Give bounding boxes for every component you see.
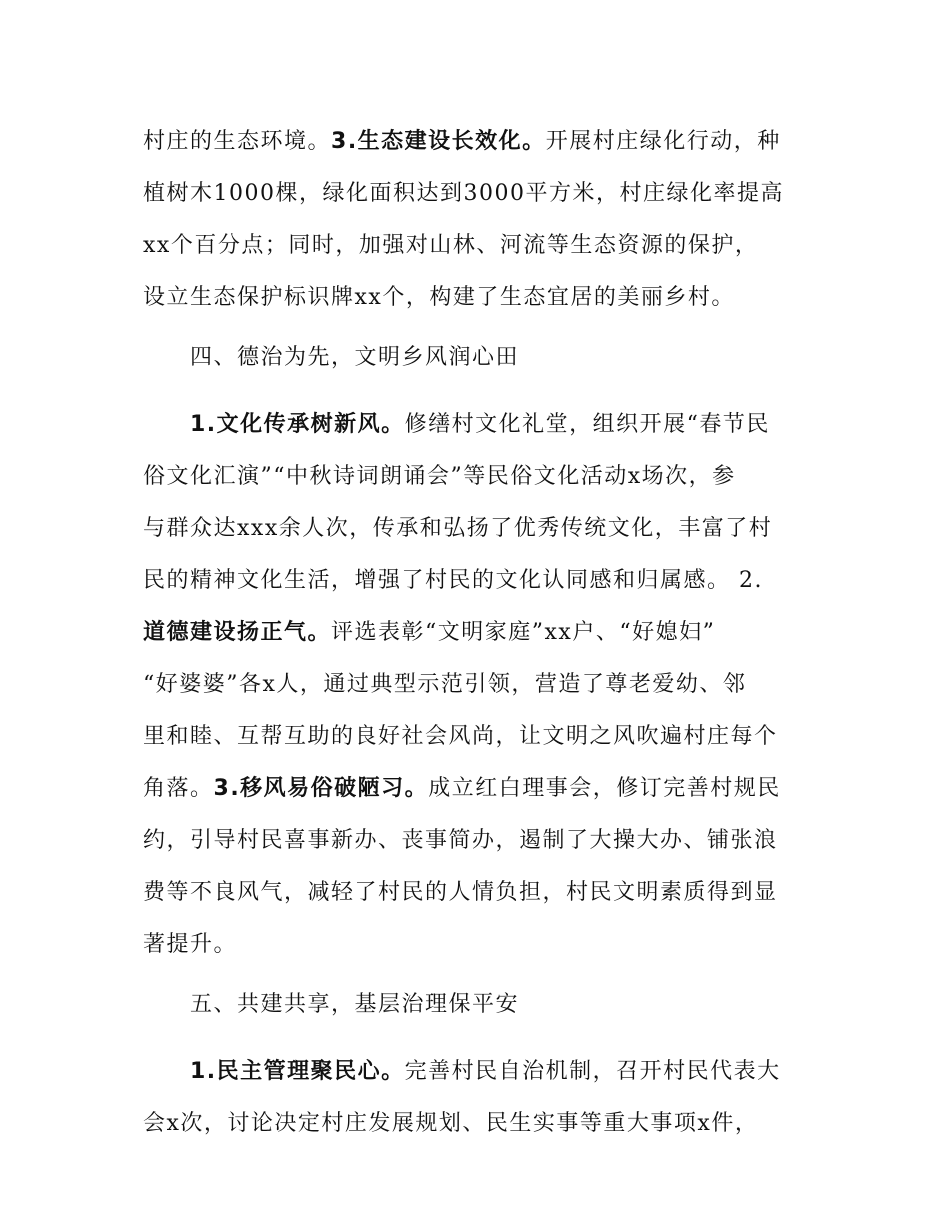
text-line	[143, 618, 715, 648]
text-line: 民的精神文化生活，增强了村民的文化认同感和归属感。 2.	[143, 568, 763, 593]
text-line: 设立生态保护标识牌xx个，构建了生态宜居的美丽乡村。	[143, 285, 735, 310]
text-line: 里和睦、互帮互助的良好社会风尚，让文明之风吹遍村庄每个	[143, 724, 778, 749]
bold-subheading: 1.文化传承树新风。	[190, 412, 405, 437]
section-heading: 五、共建共享，基层治理保平安	[190, 992, 520, 1017]
text-line	[143, 127, 781, 157]
section-heading: 四、德治为先，文明乡风润心田	[190, 345, 520, 370]
text-line	[190, 1057, 781, 1087]
text-line: 会x次，讨论决定村庄发展规划、民生实事等重大事项x件，	[143, 1111, 759, 1136]
text-run: 评选表彰“文明家庭”xx户、“好媳妇”	[331, 620, 716, 645]
text-run: 村庄的生态环境。	[143, 129, 332, 154]
text-line: 著提升。	[143, 932, 238, 957]
bold-subheading: 道德建设扬正气。	[143, 620, 332, 645]
text-line: 费等不良风气，减轻了村民的人情负担，村民文明素质得到显	[143, 880, 778, 905]
text-line: 俗文化汇演”“中秋诗词朗诵会”等民俗文化活动x场次，参	[143, 464, 736, 489]
text-line: “好婆婆”各x人，通过典型示范引领，营造了尊老爱幼、邻	[143, 672, 747, 697]
text-line	[190, 410, 770, 440]
text-run: 开展村庄绿化行动，种	[545, 129, 781, 154]
text-line: 约，引导村民喜事新办、丧事简办，遏制了大操大办、铺张浪	[143, 828, 778, 853]
text-line: 植树木1000棵，绿化面积达到3000平方米，村庄绿化率提高	[143, 181, 784, 206]
text-line: xx个百分点；同时，加强对山林、河流等生态资源的保护，	[143, 233, 759, 258]
text-line	[143, 774, 781, 804]
text-run: 角落。	[143, 776, 214, 801]
bold-subheading: 3.移风易俗破陋习。	[213, 776, 429, 801]
text-run: 成立红白理事会，修订完善村规民	[428, 776, 781, 801]
bold-subheading: 1.民主管理聚民心。	[190, 1059, 405, 1084]
bold-subheading: 3.生态建设长效化。	[331, 129, 546, 154]
text-run: 完善村民自治机制，召开村民代表大	[404, 1059, 781, 1084]
text-line: 与群众达xxx余人次，传承和弘扬了优秀传统文化，丰富了村	[143, 516, 773, 541]
text-run: 修缮村文化礼堂，组织开展“春节民	[404, 412, 770, 437]
